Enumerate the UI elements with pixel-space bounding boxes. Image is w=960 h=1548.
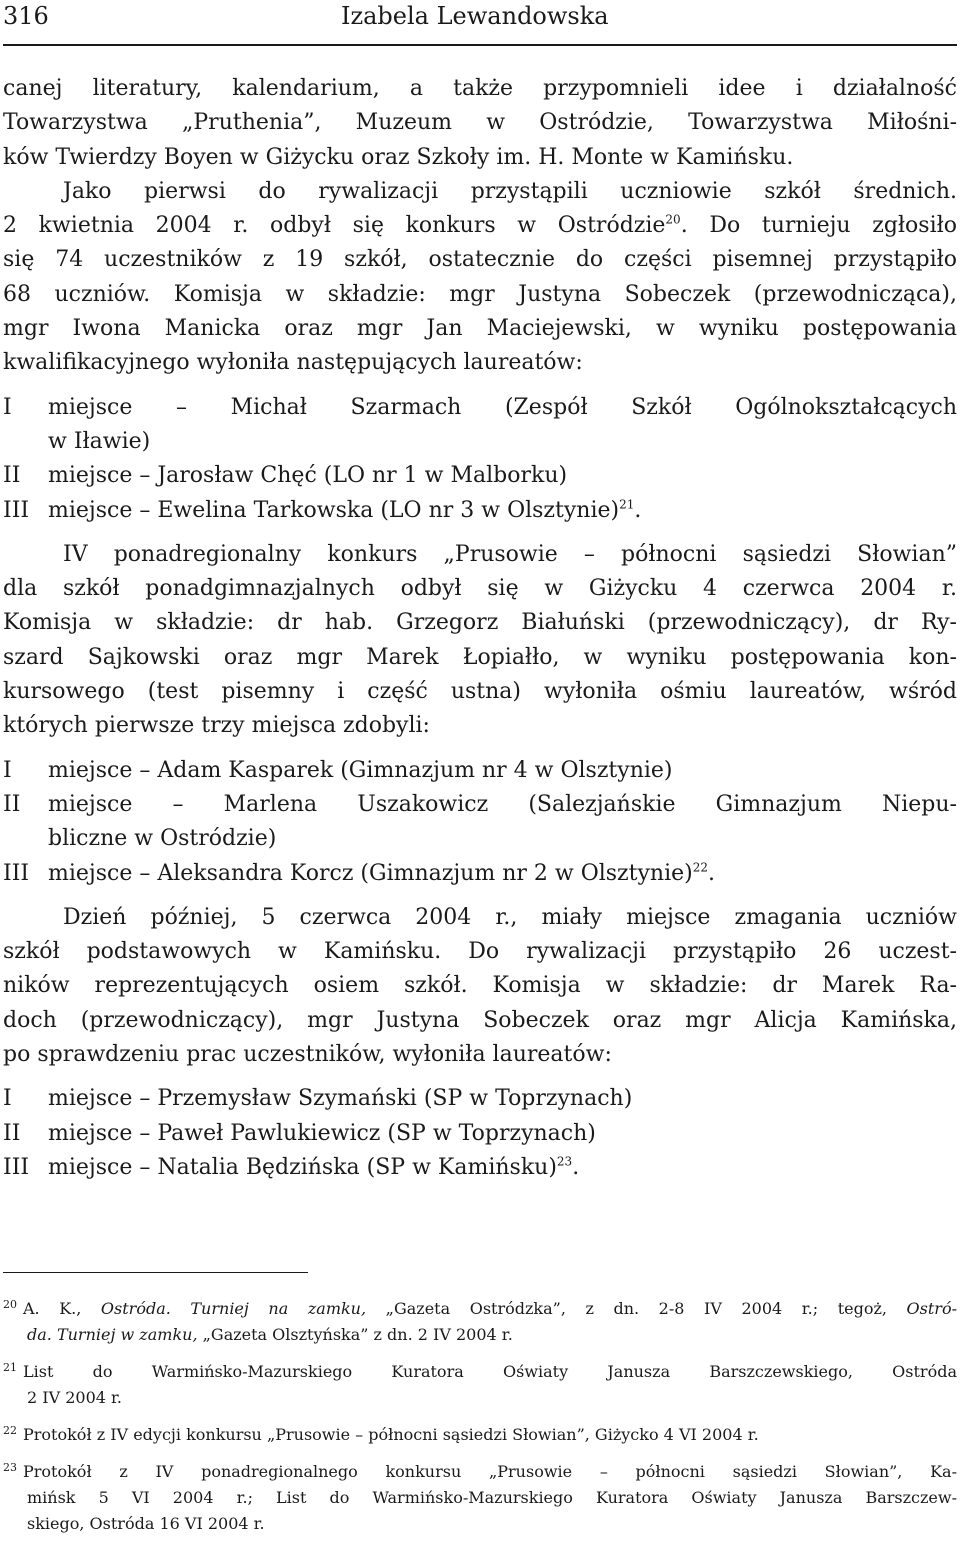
text-line: Jako pierwsi do rywalizacji przystąpili uczniowie szkół średnich. bbox=[63, 178, 957, 204]
text-line: dla szkół ponadgimnazjalnych odbył się w Giżycku 4 czerwca 2004 r. bbox=[3, 576, 957, 602]
footnote-rule bbox=[3, 1272, 308, 1273]
list-item bbox=[3, 1151, 957, 1185]
place-number: II bbox=[3, 1120, 21, 1146]
list-item bbox=[3, 754, 957, 788]
place-number: II bbox=[3, 463, 21, 489]
text-line: Dzień później, 5 czerwca 2004 r., miały miejsce zmagania uczniów bbox=[63, 904, 957, 930]
footnote-21: $^{21}$ List do Warmińsko-Mazurskiego Kuratora Oświaty Janusza Barszczewskiego, Ostróda 2 IV 2004 r. bbox=[3, 1360, 957, 1407]
place-number: II bbox=[3, 791, 21, 817]
text-line: w Iławie) bbox=[48, 428, 151, 454]
running-title: Izabela Lewandowska bbox=[341, 2, 609, 30]
text-line: 2 kwietnia 2004 r. odbył się konkurs w Ostródzie$^{20}$. Do turnieju zgłosiło bbox=[3, 212, 957, 239]
footnote-number: 22 bbox=[3, 1423, 17, 1437]
list-item bbox=[3, 494, 957, 528]
body-text bbox=[3, 72, 957, 1185]
footnote-ref: 22 bbox=[692, 860, 709, 875]
text-line: Towarzystwa „Pruthenia”, Muzeum w Ostródzie, Towarzystwa Miłośni- bbox=[3, 110, 957, 136]
text-line: Komisja w składzie: dr hab. Grzegorz Białuński (przewodniczący), dr Ry- bbox=[3, 610, 957, 636]
text-line: 68 uczniów. Komisja w składzie: mgr Justyna Sobeczek (przewodnicząca), bbox=[3, 281, 957, 307]
page-header bbox=[3, 0, 957, 46]
footnote-number: 23 bbox=[3, 1460, 17, 1474]
text-line: miejsce – Natalia Będzińska (SP w Kamińsku)$^{23}$. bbox=[48, 1154, 580, 1180]
place-number: III bbox=[3, 860, 30, 886]
footnote-22: $^{22}$ Protokół z IV edycji konkursu „Prusowie – północni sąsiedzi Słowian”, Giżycko 4 VI 2004 r. bbox=[3, 1423, 759, 1444]
text-line: doch (przewodniczący), mgr Justyna Sobeczek oraz mgr Alicja Kamińska, bbox=[3, 1007, 957, 1033]
place-number: III bbox=[3, 497, 30, 523]
footnote-23: $^{23}$ Protokół z IV ponadregionalnego konkursu „Prusowie – północni sąsiedzi Słowian”, Ka- mińsk 5 VI 2004 r.; List do Warmińsko-Mazurskiego Kuratora Oświaty Janusza Barszczew- skiego, Ostróda 16 VI 2004 r. bbox=[3, 1460, 957, 1533]
text-line: ków Twierdzy Boyen w Giżycku oraz Szkoły im. H. Monte w Kamińsku. bbox=[3, 144, 794, 170]
text-line: których pierwsze trzy miejsca zdobyli: bbox=[3, 713, 430, 739]
text-line: miejsce – Jarosław Chęć (LO nr 1 w Malborku) bbox=[48, 463, 568, 489]
page-number: 316 bbox=[3, 2, 49, 30]
footnote-ref: 23 bbox=[556, 1154, 573, 1169]
place-number: I bbox=[3, 394, 12, 420]
footnote-20: $^{20}$ A. K., Ostróda. Turniej na zamku, „Gazeta Ostródzka”, z dn. 2-8 IV 2004 r.; tegoż, Ostró- da. Turniej w zamku, „Gazeta Olsztyńska” z dn. 2 IV 2004 r. bbox=[3, 1297, 957, 1344]
text-line: się 74 uczestników z 19 szkół, ostatecznie do części pisemnej przystąpiło bbox=[3, 247, 957, 273]
text-line: miejsce – Adam Kasparek (Gimnazjum nr 4 w Olsztynie) bbox=[48, 757, 673, 783]
footnote-ref: 20 bbox=[665, 212, 681, 227]
list-item bbox=[3, 1117, 957, 1151]
footnote-number: 21 bbox=[3, 1360, 17, 1374]
footnotes bbox=[3, 1296, 957, 1548]
text-line: miejsce – Ewelina Tarkowska (LO nr 3 w Olsztynie)$^{21}$. bbox=[48, 497, 642, 523]
text-line: szkół podstawowych w Kamińsku. Do rywalizacji przystąpiło 26 uczest- bbox=[3, 939, 957, 965]
text-line: miejsce – Paweł Pawlukiewicz (SP w Toprzynach) bbox=[48, 1120, 596, 1146]
text-line: miejsce – Marlena Uszakowicz (Salezjańskie Gimnazjum Niepu- bbox=[48, 791, 957, 817]
place-number: I bbox=[3, 1086, 12, 1112]
text-line: mgr Iwona Manicka oraz mgr Jan Maciejewski, w wyniku postępowania bbox=[3, 316, 957, 342]
text-line: IV ponadregionalny konkurs „Prusowie – północni sąsiedzi Słowian” bbox=[63, 541, 957, 567]
list-item bbox=[3, 857, 957, 891]
text-line: miejsce – Aleksandra Korcz (Gimnazjum nr 2 w Olsztynie)$^{22}$. bbox=[48, 860, 716, 886]
list-item bbox=[3, 788, 957, 857]
place-number: III bbox=[3, 1154, 30, 1180]
text-line: szard Sajkowski oraz mgr Marek Łopiałło, w wyniku postępowania kon- bbox=[3, 644, 957, 670]
text-line: miejsce – Przemysław Szymański (SP w Toprzynach) bbox=[48, 1086, 633, 1112]
text-line: kursowego (test pisemny i część ustna) wyłoniła ośmiu laureatów, wśród bbox=[3, 679, 957, 705]
list-item bbox=[3, 1082, 957, 1116]
place-number: I bbox=[3, 757, 12, 783]
list-item bbox=[3, 459, 957, 493]
text-line: ników reprezentujących osiem szkół. Komisja w składzie: dr Marek Ra- bbox=[3, 973, 957, 999]
text-line: canej literatury, kalendarium, a także przypomnieli idee i działalność bbox=[3, 76, 957, 101]
text-line: po sprawdzeniu prac uczestników, wyłoniła laureatów: bbox=[3, 1042, 612, 1068]
footnote-number: 20 bbox=[3, 1297, 17, 1311]
list-item bbox=[3, 391, 957, 460]
footnote-ref: 21 bbox=[619, 497, 635, 512]
header-rule bbox=[3, 44, 957, 46]
text-line: bliczne w Ostródzie) bbox=[48, 826, 277, 852]
text-line: miejsce – Michał Szarmach (Zespół Szkół Ogólnokształcących bbox=[48, 394, 957, 420]
text-line: kwalifikacyjnego wyłoniła następujących laureatów: bbox=[3, 350, 583, 376]
